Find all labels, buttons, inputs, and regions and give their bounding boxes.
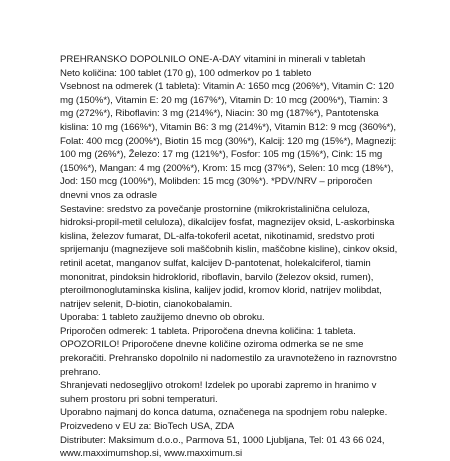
- product-label: [60, 53, 400, 461]
- recommended-dose: Priporočen odmerek: 1 tableta. Priporočena dnevna količina: 1 tableta.: [60, 325, 356, 337]
- storage-instructions: Shranjevati nedosegljivo otrokom! Izdelek po uporabi zapremo in hranimo v suhem prostoru pri sobni temperaturi.: [60, 380, 377, 405]
- net-quantity: Neto količina: 100 tablet (170 g), 100 odmerkov po 1 tableto: [60, 67, 312, 79]
- usage-instructions: Uporaba: 1 tableto zaužijemo dnevno ob obroku.: [60, 312, 265, 324]
- nutrient-contents: Vsebnost na odmerek (1 tableta): Vitamin A: 1650 mcg (206%*), Vitamin C: 120 mg (150%*), Vitamin E: 20 mg (167%*), Vitamin D: 10 mcg (200%*), Tiamin: 3 mg (272%*), Riboflavin: 3 mg (214%*), Niacin: 30 mg (187%*), Pantotenska kislina: 10 mg (166%*), Vitamin B6: 3 mg (214%*), Vitamin B12: 9 mcg (360%*), Folat: 400 mcg (200%*), Biotin 15 mcg (30%*), Kalcij: 120 mg (15%*), Magnezij: 100 mg (26%*), Železo: 17 mg (121%*), Fosfor: 105 mg (15%*), Cink: 15 mg (150%*), Mangan: 4 mg (200%*), Krom: 15 mcg (37%*), Selen: 10 mcg (18%*), Jod: 150 mcg (100%*), Molibden: 15 mcg (30%*). *PDV/NRV – priporočen dnevni vnos za odrasle: [60, 81, 397, 201]
- product-title: [60, 53, 400, 67]
- product-name: PREHRANSKO DOPOLNILO ONE-A-DAY: [60, 54, 242, 65]
- distributor-info: Distributer: Maksimum d.o.o., Parmova 51, 1000 Ljubljana, Tel: 01 43 66 024, www.maxximumshop.si, www.maxximum.si: [60, 434, 385, 460]
- best-before: Uporabno najmanj do konca datuma, označenega na spodnjem robu nalepke.: [60, 407, 388, 419]
- product-subtitle: vitamini in minerali v tabletah: [241, 54, 366, 65]
- produced-for: Proizvedeno v EU za: BioTech USA, ZDA: [60, 421, 235, 433]
- ingredients: Sestavine: sredstvo za povečanje prostornine (mikrokristalinična celuloza, hidroksi-propil-metil celuloza), dikalcijev fosfat, magnezijev oksid, L-askorbinska kislina, železov fumarat, DL-alfa-tokoferil acetat, nikotinamid, sredstvo proti sprijemanju (magnezijeve soli maščobnih kislin, maščobne kisline), cinkov oksid, retinil acetat, manganov sulfat, kalcijev D-pantotenat, holekalciferol, tiamin mononitrat, pindoksin hidroklorid, riboflavin, barvilo (železov oksid, rumen), pteroilmonoglutaminska kislina, kalijev jodid, kromov klorid, natrijev molibdat, natrijev selenit, D-biotin, cianokobalamin.: [60, 203, 398, 310]
- warning-text: OPOZORILO! Priporočene dnevne količine oziroma odmerka se ne sme prekoračiti. Prehransko dopolnilo ni nadomestilo za uravnoteženo in raznovrstno prehrano.: [60, 339, 397, 378]
